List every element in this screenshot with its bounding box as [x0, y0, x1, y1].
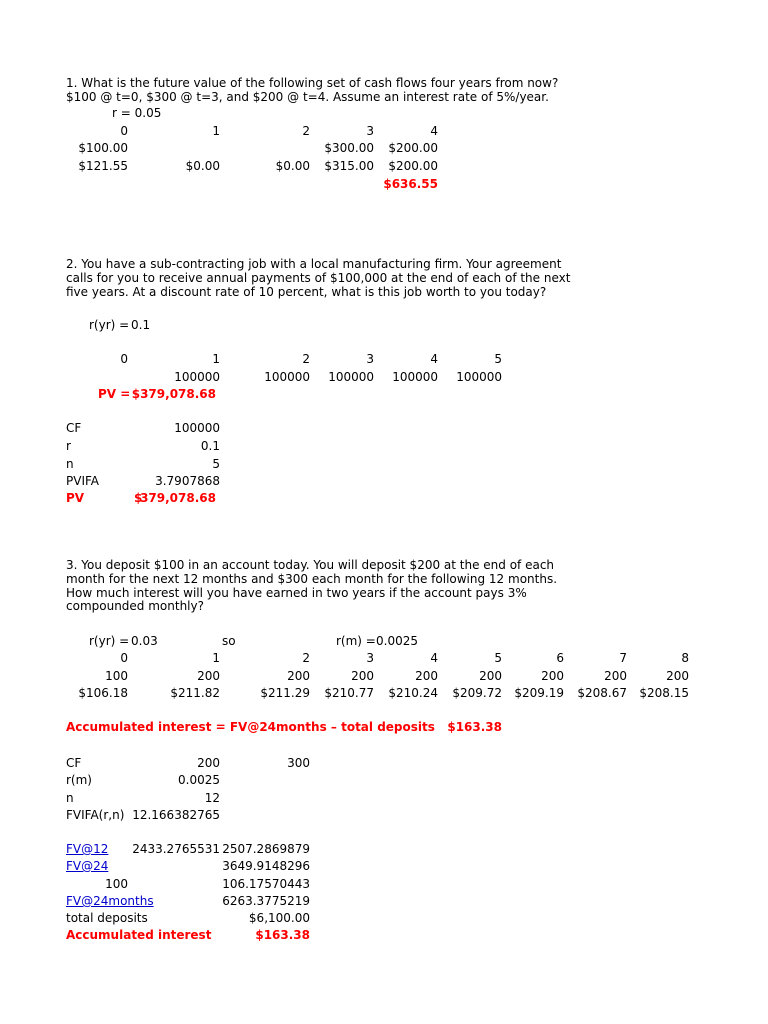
q3-deposit: 200 — [666, 669, 689, 683]
q2-period: 1 — [212, 352, 220, 366]
q2-pv-label: PV = — [98, 387, 131, 401]
q3-n-label: n — [66, 791, 74, 805]
q3-cf-value-2: 300 — [287, 756, 310, 770]
q3-fv24months-link[interactable]: FV@24months — [66, 894, 154, 908]
q2-line-3: five years. At a discount rate of 10 percent, what is this job worth to you today? — [66, 285, 547, 299]
q2-calc-label: PVIFA — [66, 474, 99, 488]
q1-cashflow: $200.00 — [388, 141, 438, 155]
q3-initial-fv: 106.17570443 — [222, 877, 310, 891]
q3-period: 8 — [681, 651, 689, 665]
q3-ryr-value: 0.03 — [131, 634, 158, 648]
q3-fv: $209.19 — [514, 686, 564, 700]
q3-fv: $211.82 — [170, 686, 220, 700]
q3-ryr-label: r(yr) = — [89, 634, 130, 648]
q2-period: 0 — [120, 352, 128, 366]
q3-rm-row-label: r(m) — [66, 773, 92, 787]
q3-period: 2 — [302, 651, 310, 665]
q3-fvifa-label: FVIFA(r,n) — [66, 808, 125, 822]
q2-pv-row-label: PV — [66, 491, 85, 505]
q3-accumulated-interest-value: $163.38 — [255, 928, 310, 942]
q3-rm-row-value: 0.0025 — [178, 773, 220, 787]
q3-period: 5 — [494, 651, 502, 665]
q3-deposit: 200 — [415, 669, 438, 683]
q3-fv: $106.18 — [78, 686, 128, 700]
q2-pv-row-value: 379,078.68 — [140, 491, 216, 505]
q3-deposit: 200 — [479, 669, 502, 683]
q1-fv: $0.00 — [275, 159, 310, 173]
q3-rm-value: 0.0025 — [376, 634, 418, 648]
q2-calc-label: r — [66, 439, 71, 453]
q2-rate-label: r(yr) = — [89, 318, 130, 332]
q3-deposit: 200 — [604, 669, 627, 683]
q2-line-1: 2. You have a sub-contracting job with a local manufacturing firm. Your agreement — [66, 257, 562, 271]
q3-fv: $210.77 — [324, 686, 374, 700]
q1-line-2: $100 @ t=0, $300 @ t=3, and $200 @ t=4. Assume an interest rate of 5%/year. — [66, 90, 549, 104]
q3-fv12-value-b: 2507.2869879 — [222, 842, 310, 856]
q3-period: 6 — [556, 651, 564, 665]
q3-deposit: 200 — [197, 669, 220, 683]
q3-n-value: 12 — [204, 791, 220, 805]
q3-fv12-value-a: 2433.2765531 — [132, 842, 220, 856]
q1-cashflow: $300.00 — [324, 141, 374, 155]
q2-calc-value: 0.1 — [200, 439, 220, 453]
q3-line-2: month for the next 12 months and $300 each month for the following 12 months. — [66, 572, 558, 586]
q3-total-deposits-value: $6,100.00 — [248, 911, 310, 925]
q3-accum-value: $163.38 — [447, 720, 502, 734]
q3-accumulated-interest-label: Accumulated interest — [66, 928, 212, 942]
q1-period: 4 — [430, 124, 438, 138]
q3-initial-deposit: 100 — [105, 877, 128, 891]
q3-line-4: compounded monthly? — [66, 599, 204, 613]
q3-period: 4 — [430, 651, 438, 665]
q1-fv: $0.00 — [185, 159, 220, 173]
q2-pv-value: $379,078.68 — [131, 387, 216, 401]
q2-payment: 100000 — [328, 370, 374, 384]
q2-rate-value: 0.1 — [131, 318, 151, 332]
q3-cf-label: CF — [66, 756, 82, 770]
q3-period: 0 — [120, 651, 128, 665]
q1-rate: r = 0.05 — [112, 106, 162, 120]
q2-calc-value: 3.7907868 — [155, 474, 220, 488]
q3-fvifa-value: 12.166382765 — [132, 808, 220, 822]
q2-payment: 100000 — [456, 370, 502, 384]
q3-fv: $209.72 — [452, 686, 502, 700]
q1-period: 2 — [302, 124, 310, 138]
q1-total: $636.55 — [383, 177, 438, 191]
q3-total-deposits-label: total deposits — [66, 911, 148, 925]
q1-period: 1 — [212, 124, 220, 138]
q2-pv-row-currency: $ — [134, 491, 143, 505]
q1-period: 3 — [366, 124, 374, 138]
q3-rm-label: r(m) = — [336, 634, 376, 648]
q3-fv24-link[interactable]: FV@24 — [66, 859, 109, 873]
q1-cashflow: $100.00 — [78, 141, 128, 155]
q3-line-1: 3. You deposit $100 in an account today. You will deposit $200 at the end of each — [66, 558, 555, 572]
q1-fv: $121.55 — [78, 159, 128, 173]
q2-payment: 100000 — [392, 370, 438, 384]
q3-period: 7 — [619, 651, 627, 665]
q2-calc-value: 100000 — [174, 421, 220, 435]
q3-deposit: 200 — [541, 669, 564, 683]
q2-payment: 100000 — [264, 370, 310, 384]
q3-fv: $211.29 — [260, 686, 310, 700]
q2-calc-label: CF — [66, 421, 82, 435]
q3-so: so — [222, 634, 236, 648]
q2-calc-label: n — [66, 457, 74, 471]
q1-fv: $315.00 — [324, 159, 374, 173]
q3-fv: $210.24 — [388, 686, 438, 700]
q2-calc-value: 5 — [212, 457, 220, 471]
q3-deposit: 100 — [105, 669, 128, 683]
q3-fv24-value: 3649.9148296 — [222, 859, 310, 873]
q1-line-1: 1. What is the future value of the following set of cash flows four years from now? — [66, 76, 559, 90]
q3-fv24months-value: 6263.3775219 — [222, 894, 310, 908]
q2-period: 4 — [430, 352, 438, 366]
q1-fv: $200.00 — [388, 159, 438, 173]
q3-line-3: How much interest will you have earned in two years if the account pays 3% — [66, 586, 527, 600]
q3-accum-label: Accumulated interest = FV@24months – total deposits — [66, 720, 435, 734]
q3-deposit: 200 — [287, 669, 310, 683]
q2-period: 5 — [494, 352, 502, 366]
q3-fv: $208.15 — [639, 686, 689, 700]
q2-period: 2 — [302, 352, 310, 366]
q2-period: 3 — [366, 352, 374, 366]
q2-line-2: calls for you to receive annual payments of $100,000 at the end of each of the next — [66, 271, 571, 285]
q3-cf-value-1: 200 — [197, 756, 220, 770]
q3-deposit: 200 — [351, 669, 374, 683]
q3-fv: $208.67 — [577, 686, 627, 700]
q3-period: 1 — [212, 651, 220, 665]
q2-payment: 100000 — [174, 370, 220, 384]
q3-fv12-link[interactable]: FV@12 — [66, 842, 109, 856]
q3-period: 3 — [366, 651, 374, 665]
q1-period: 0 — [120, 124, 128, 138]
